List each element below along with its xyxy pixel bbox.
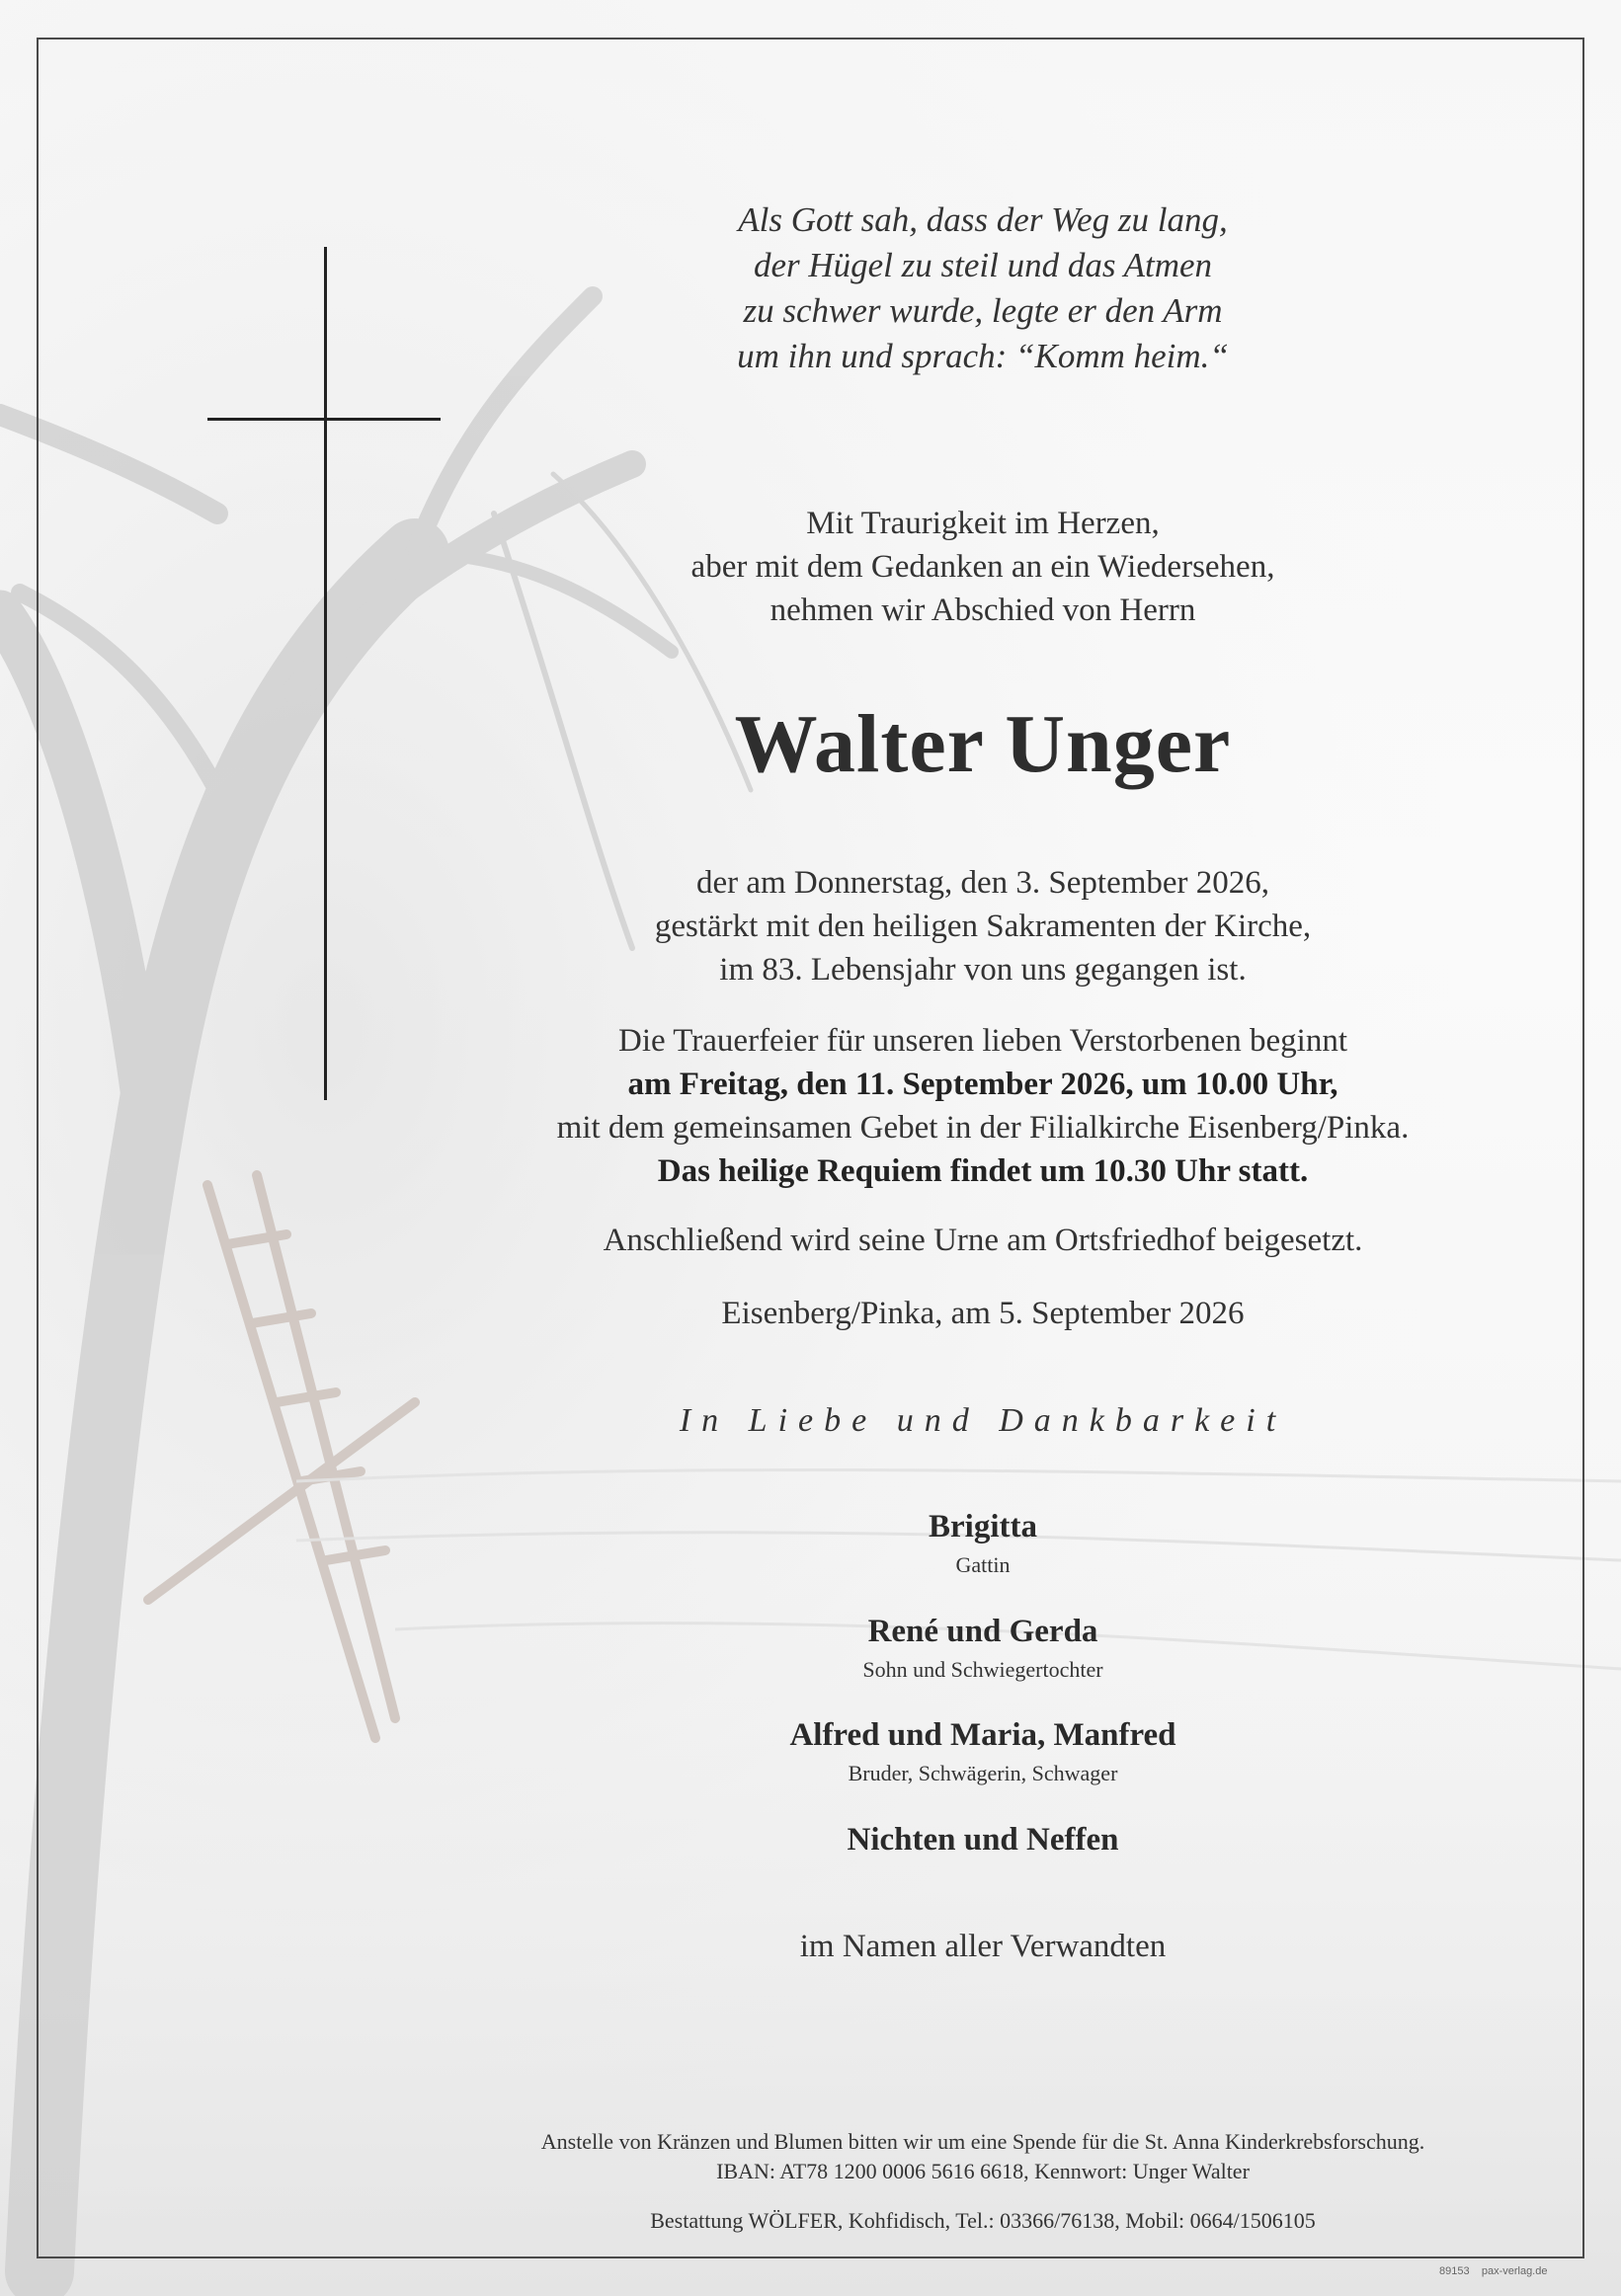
donation-iban: IBAN: AT78 1200 0006 5616 6618, Kennwort: Unger Walter bbox=[716, 2159, 1250, 2183]
print-code-number: 89153 bbox=[1439, 2265, 1470, 2277]
publisher-mark: pax-verlag.de bbox=[1481, 2265, 1548, 2277]
deceased-name: Walter Unger bbox=[734, 698, 1232, 790]
verse-line: Als Gott sah, dass der Weg zu lang, bbox=[738, 200, 1228, 239]
mourner-name: Nichten und Neffen bbox=[847, 1822, 1119, 1858]
verse-line: um ihn und sprach: “Komm heim.“ bbox=[737, 337, 1229, 375]
closing-phrase: In Liebe und Dankbarkeit bbox=[679, 1402, 1287, 1439]
intro-line: nehmen wir Abschied von Herrn bbox=[770, 593, 1196, 628]
funeral-line: Die Trauerfeier für unseren lieben Verstorbenen beginnt bbox=[618, 1023, 1347, 1059]
funeral-details bbox=[395, 1019, 1571, 1193]
intro-text bbox=[395, 502, 1571, 632]
verse-line: der Hügel zu steil und das Atmen bbox=[753, 246, 1213, 284]
memorial-verse bbox=[395, 198, 1571, 379]
death-notice-line: der am Donnerstag, den 3. September 2026, bbox=[695, 865, 1270, 901]
burial-note: Anschließend wird seine Urne am Ortsfriedhof beigesetzt. bbox=[603, 1223, 1363, 1258]
death-notice-line: gestärkt mit den heiligen Sakramenten der Kirche, bbox=[654, 909, 1312, 944]
cross-symbol-vertical bbox=[324, 247, 327, 1100]
funeral-date-time: am Freitag, den 11. September 2026, um 10.00 Uhr, bbox=[627, 1067, 1338, 1102]
funeral-line: mit dem gemeinsamen Gebet in der Filialkirche Eisenberg/Pinka. bbox=[556, 1110, 1410, 1146]
death-notice bbox=[395, 861, 1571, 991]
mourner-role: Sohn und Schwiegertochter bbox=[862, 1657, 1103, 1682]
intro-line: Mit Traurigkeit im Herzen, bbox=[806, 506, 1160, 541]
cross-symbol-horizontal bbox=[207, 418, 441, 421]
relatives-line: im Namen aller Verwandten bbox=[799, 1929, 1167, 1964]
intro-line: aber mit dem Gedanken an ein Wiedersehen, bbox=[690, 549, 1275, 585]
mourner-name: Brigitta bbox=[929, 1509, 1037, 1544]
mourner-name: René und Gerda bbox=[867, 1614, 1098, 1649]
requiem-time: Das heilige Requiem findet um 10.30 Uhr statt. bbox=[657, 1153, 1309, 1189]
mourner-role: Bruder, Schwägerin, Schwager bbox=[848, 1761, 1118, 1785]
verse-line: zu schwer wurde, legte er den Arm bbox=[743, 291, 1223, 330]
print-code bbox=[1439, 2265, 1547, 2277]
mourner-name: Alfred und Maria, Manfred bbox=[789, 1717, 1176, 1753]
funeral-home-contact: Bestattung WÖLFER, Kohfidisch, Tel.: 03366/76138, Mobil: 0664/1506105 bbox=[650, 2208, 1316, 2233]
place-and-date: Eisenberg/Pinka, am 5. September 2026 bbox=[721, 1296, 1245, 1331]
donation-request: Anstelle von Kränzen und Blumen bitten wir um eine Spende für die St. Anna Kinderkrebsforschung. bbox=[540, 2129, 1425, 2154]
death-notice-line: im 83. Lebensjahr von uns gegangen ist. bbox=[719, 952, 1247, 988]
mourner-role: Gattin bbox=[955, 1552, 1011, 1577]
